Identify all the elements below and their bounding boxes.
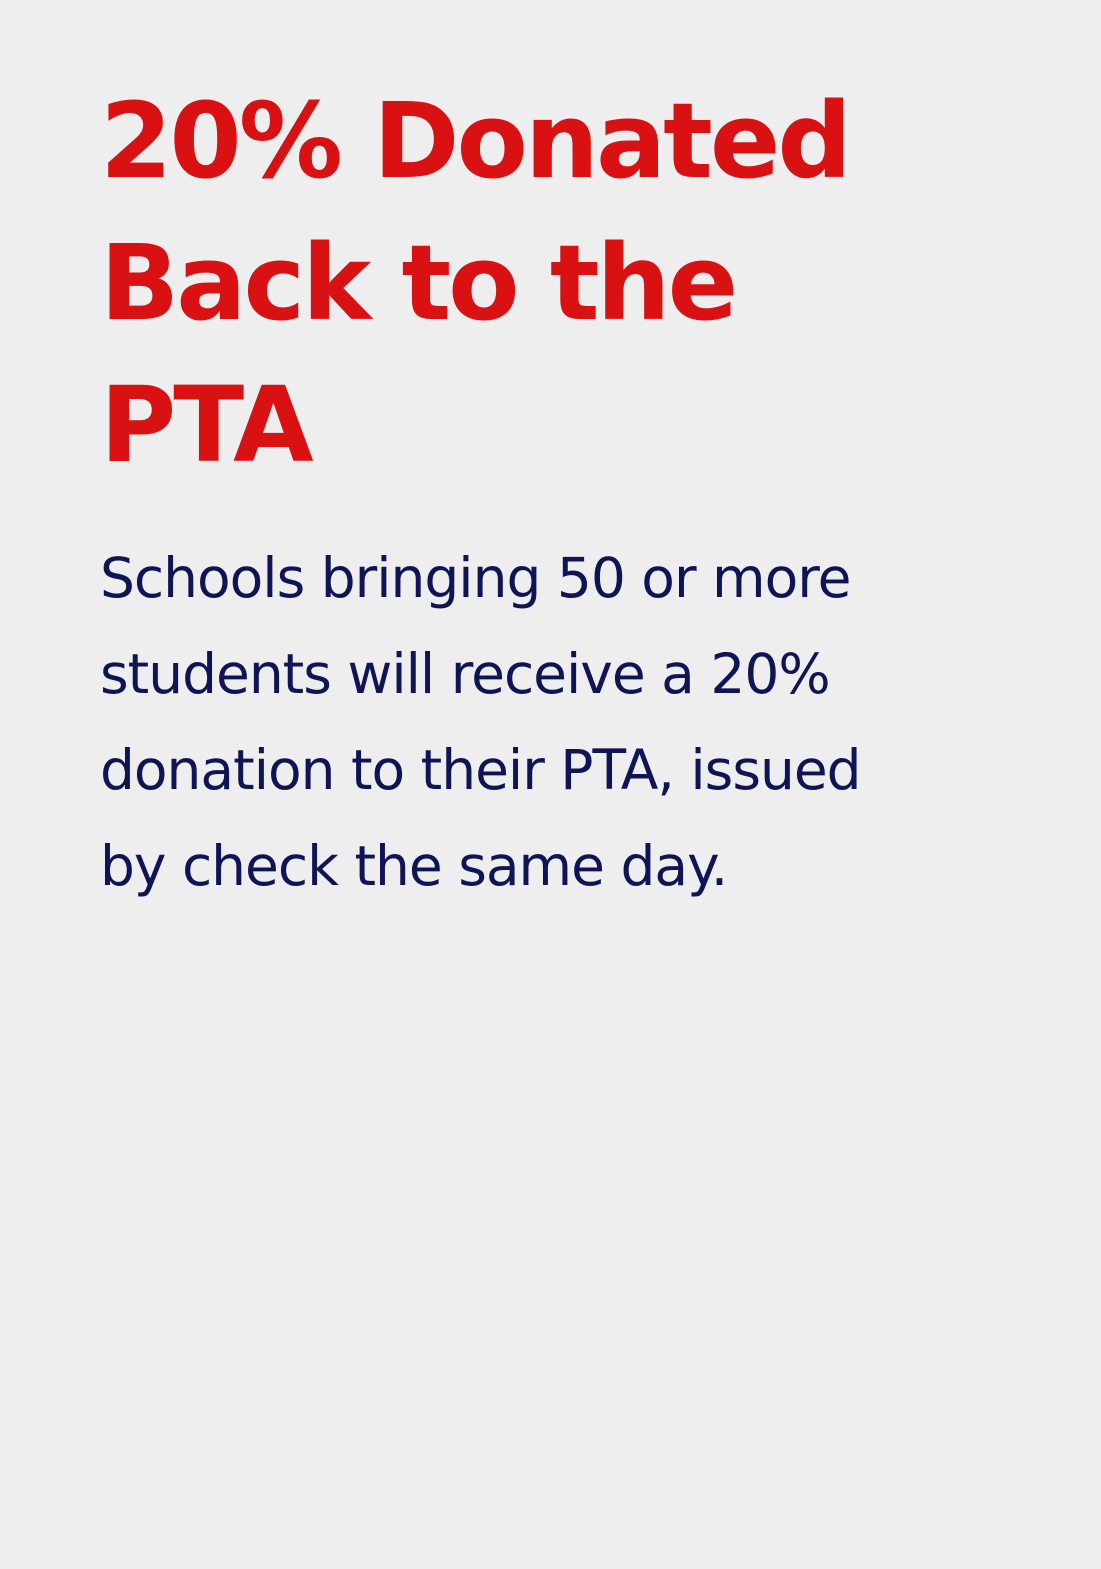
body-copy bbox=[100, 530, 1000, 914]
body-line: by check the same day. bbox=[100, 834, 728, 898]
headline-line: 20% Donated bbox=[100, 80, 849, 202]
headline bbox=[100, 70, 1020, 496]
headline-line: PTA bbox=[100, 364, 311, 486]
body-line: donation to their PTA, issued bbox=[100, 738, 861, 802]
body-line: students will receive a 20% bbox=[100, 642, 830, 706]
headline-line: Back to the bbox=[100, 222, 736, 344]
body-line: Schools bringing 50 or more bbox=[100, 546, 851, 610]
